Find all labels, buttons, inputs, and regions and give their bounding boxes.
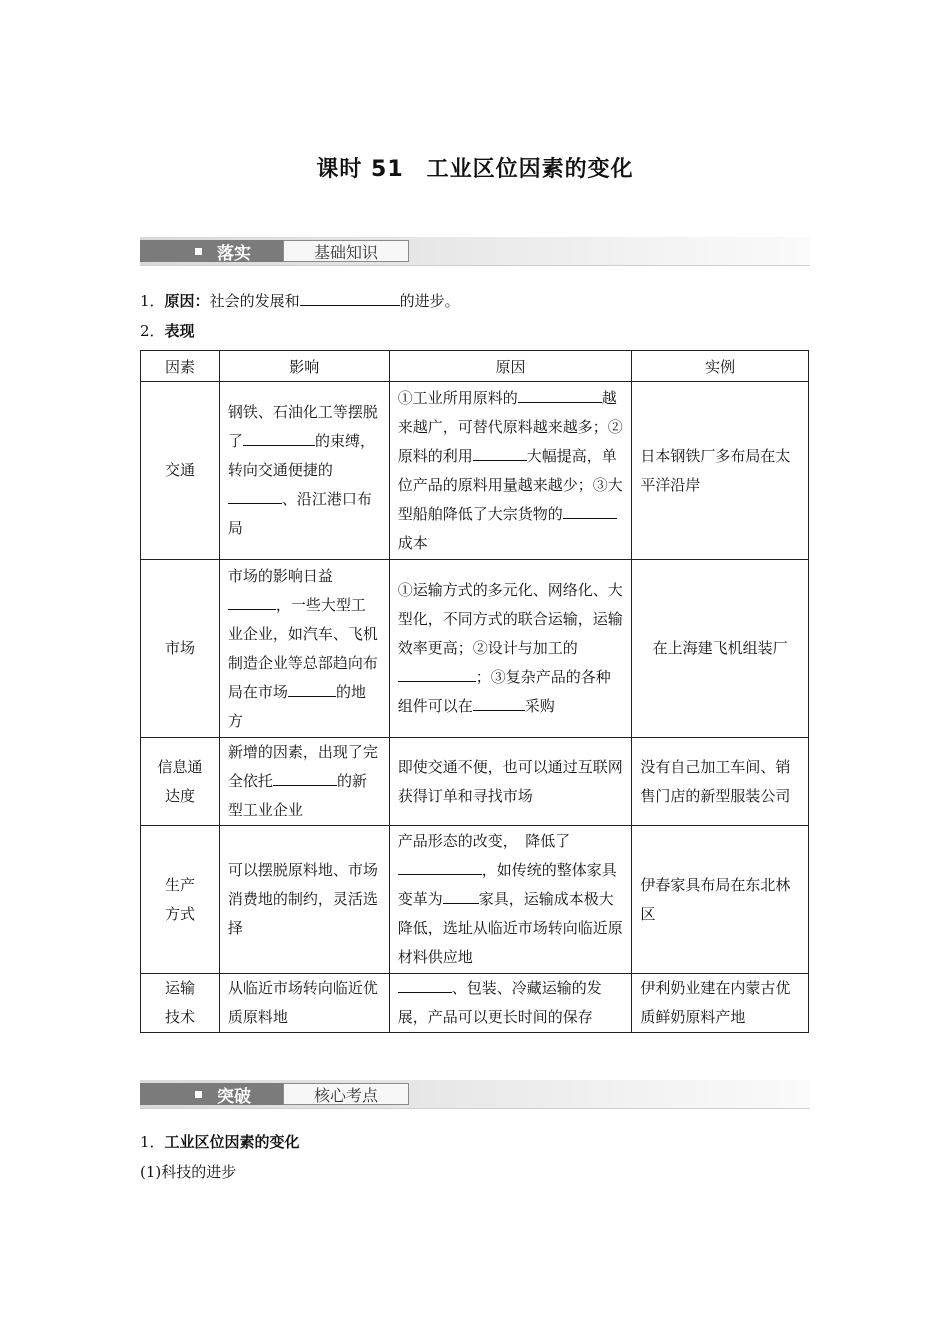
fill-blank[interactable] — [398, 665, 476, 682]
influence-cell: 可以摆脱原料地、市场消费地的制约，灵活选择 — [219, 826, 389, 974]
section-banner-basics — [140, 237, 810, 266]
fill-blank[interactable] — [473, 694, 525, 711]
fill-blank[interactable] — [473, 444, 527, 461]
example-cell: 在上海建飞机组装厂 — [632, 560, 809, 738]
factor-cell: 市场 — [141, 560, 220, 738]
fill-blank[interactable] — [228, 487, 282, 504]
example-cell: 日本钢铁厂多布局在太平洋沿岸 — [632, 382, 809, 560]
fill-blank[interactable] — [443, 887, 479, 904]
example-cell: 没有自己加工车间、销售门店的新型服装公司 — [632, 738, 809, 826]
reason-cell: 产品形态的改变， 降低了，如传统的整体家具变革为 家具，运输成本极大降低，选址从临近市场转向临近原材料供应地 — [389, 826, 632, 974]
fill-blank[interactable] — [228, 593, 276, 610]
fill-blank[interactable] — [243, 429, 315, 446]
item-performance: 2．表现 — [140, 322, 195, 340]
influence-cell: 从临近市场转向临近优质原料地 — [219, 974, 389, 1033]
square-bullet-icon — [195, 248, 202, 255]
subheading: (1)科技的进步 — [140, 1163, 237, 1181]
factor-cell: 运输技术 — [141, 974, 220, 1033]
table-row — [141, 974, 809, 1033]
influence-cell: 新增的因素，出现了完全依托 的新型工业企业 — [219, 738, 389, 826]
section-banner-core — [140, 1080, 810, 1109]
factor-cell: 交通 — [141, 382, 220, 560]
page-title: 课时 51 工业区位因素的变化 — [316, 157, 634, 182]
table-row — [141, 738, 809, 826]
fill-blank[interactable] — [518, 386, 602, 403]
square-bullet-icon — [195, 1091, 202, 1098]
reason-cell: 即使交通不便，也可以通过互联网获得订单和寻找市场 — [389, 738, 632, 826]
header-cell: 影响 — [219, 351, 389, 382]
table-row — [141, 560, 809, 738]
fill-blank[interactable] — [398, 976, 452, 993]
fill-blank[interactable] — [288, 680, 336, 697]
banner-light-label: 核心考点 — [283, 1083, 409, 1105]
factor-cell: 生产方式 — [141, 826, 220, 974]
factor-cell: 信息通达度 — [141, 738, 220, 826]
reason-cell: ①工业所用原料的 越来越广，可替代原料越来越多；②原料的利用 大幅提高，单位产品的原料用量越来越少；③大型船舶降低了大宗货物的成本 — [389, 382, 632, 560]
influence-cell: 市场的影响日益，一些大型工业企业，如汽车、飞机制造企业等总部趋向布局在市场 的地方 — [219, 560, 389, 738]
section-heading: 1．工业区位因素的变化 — [140, 1133, 300, 1151]
header-cell: 原因 — [389, 351, 632, 382]
table-row — [141, 826, 809, 974]
header-cell: 因素 — [141, 351, 220, 382]
banner-light-label: 基础知识 — [283, 240, 409, 262]
reason-cell: 、包装、冷藏运输的发展，产品可以更长时间的保存 — [389, 974, 632, 1033]
banner-dark-label: 落实 — [217, 243, 251, 264]
fill-blank[interactable] — [398, 858, 482, 875]
factor-table — [140, 350, 809, 1033]
table-row — [141, 382, 809, 560]
header-cell: 实例 — [632, 351, 809, 382]
table-header-row — [141, 351, 809, 382]
influence-cell: 钢铁、石油化工等摆脱了 的束缚，转向交通便捷的、沿江港口布局 — [219, 382, 389, 560]
example-cell: 伊利奶业建在内蒙古优质鲜奶原料产地 — [632, 974, 809, 1033]
banner-dark-label: 突破 — [217, 1086, 251, 1107]
fill-blank[interactable] — [300, 289, 400, 306]
example-cell: 伊春家具布局在东北林区 — [632, 826, 809, 974]
fill-blank[interactable] — [563, 502, 617, 519]
item-reason: 1．原因：社会的发展和 的进步。 — [140, 289, 460, 311]
reason-cell: ①运输方式的多元化、网络化、大型化，不同方式的联合运输，运输效率更高；②设计与加工的；③复杂产品的各种组件可以在 采购 — [389, 560, 632, 738]
fill-blank[interactable] — [273, 769, 337, 786]
